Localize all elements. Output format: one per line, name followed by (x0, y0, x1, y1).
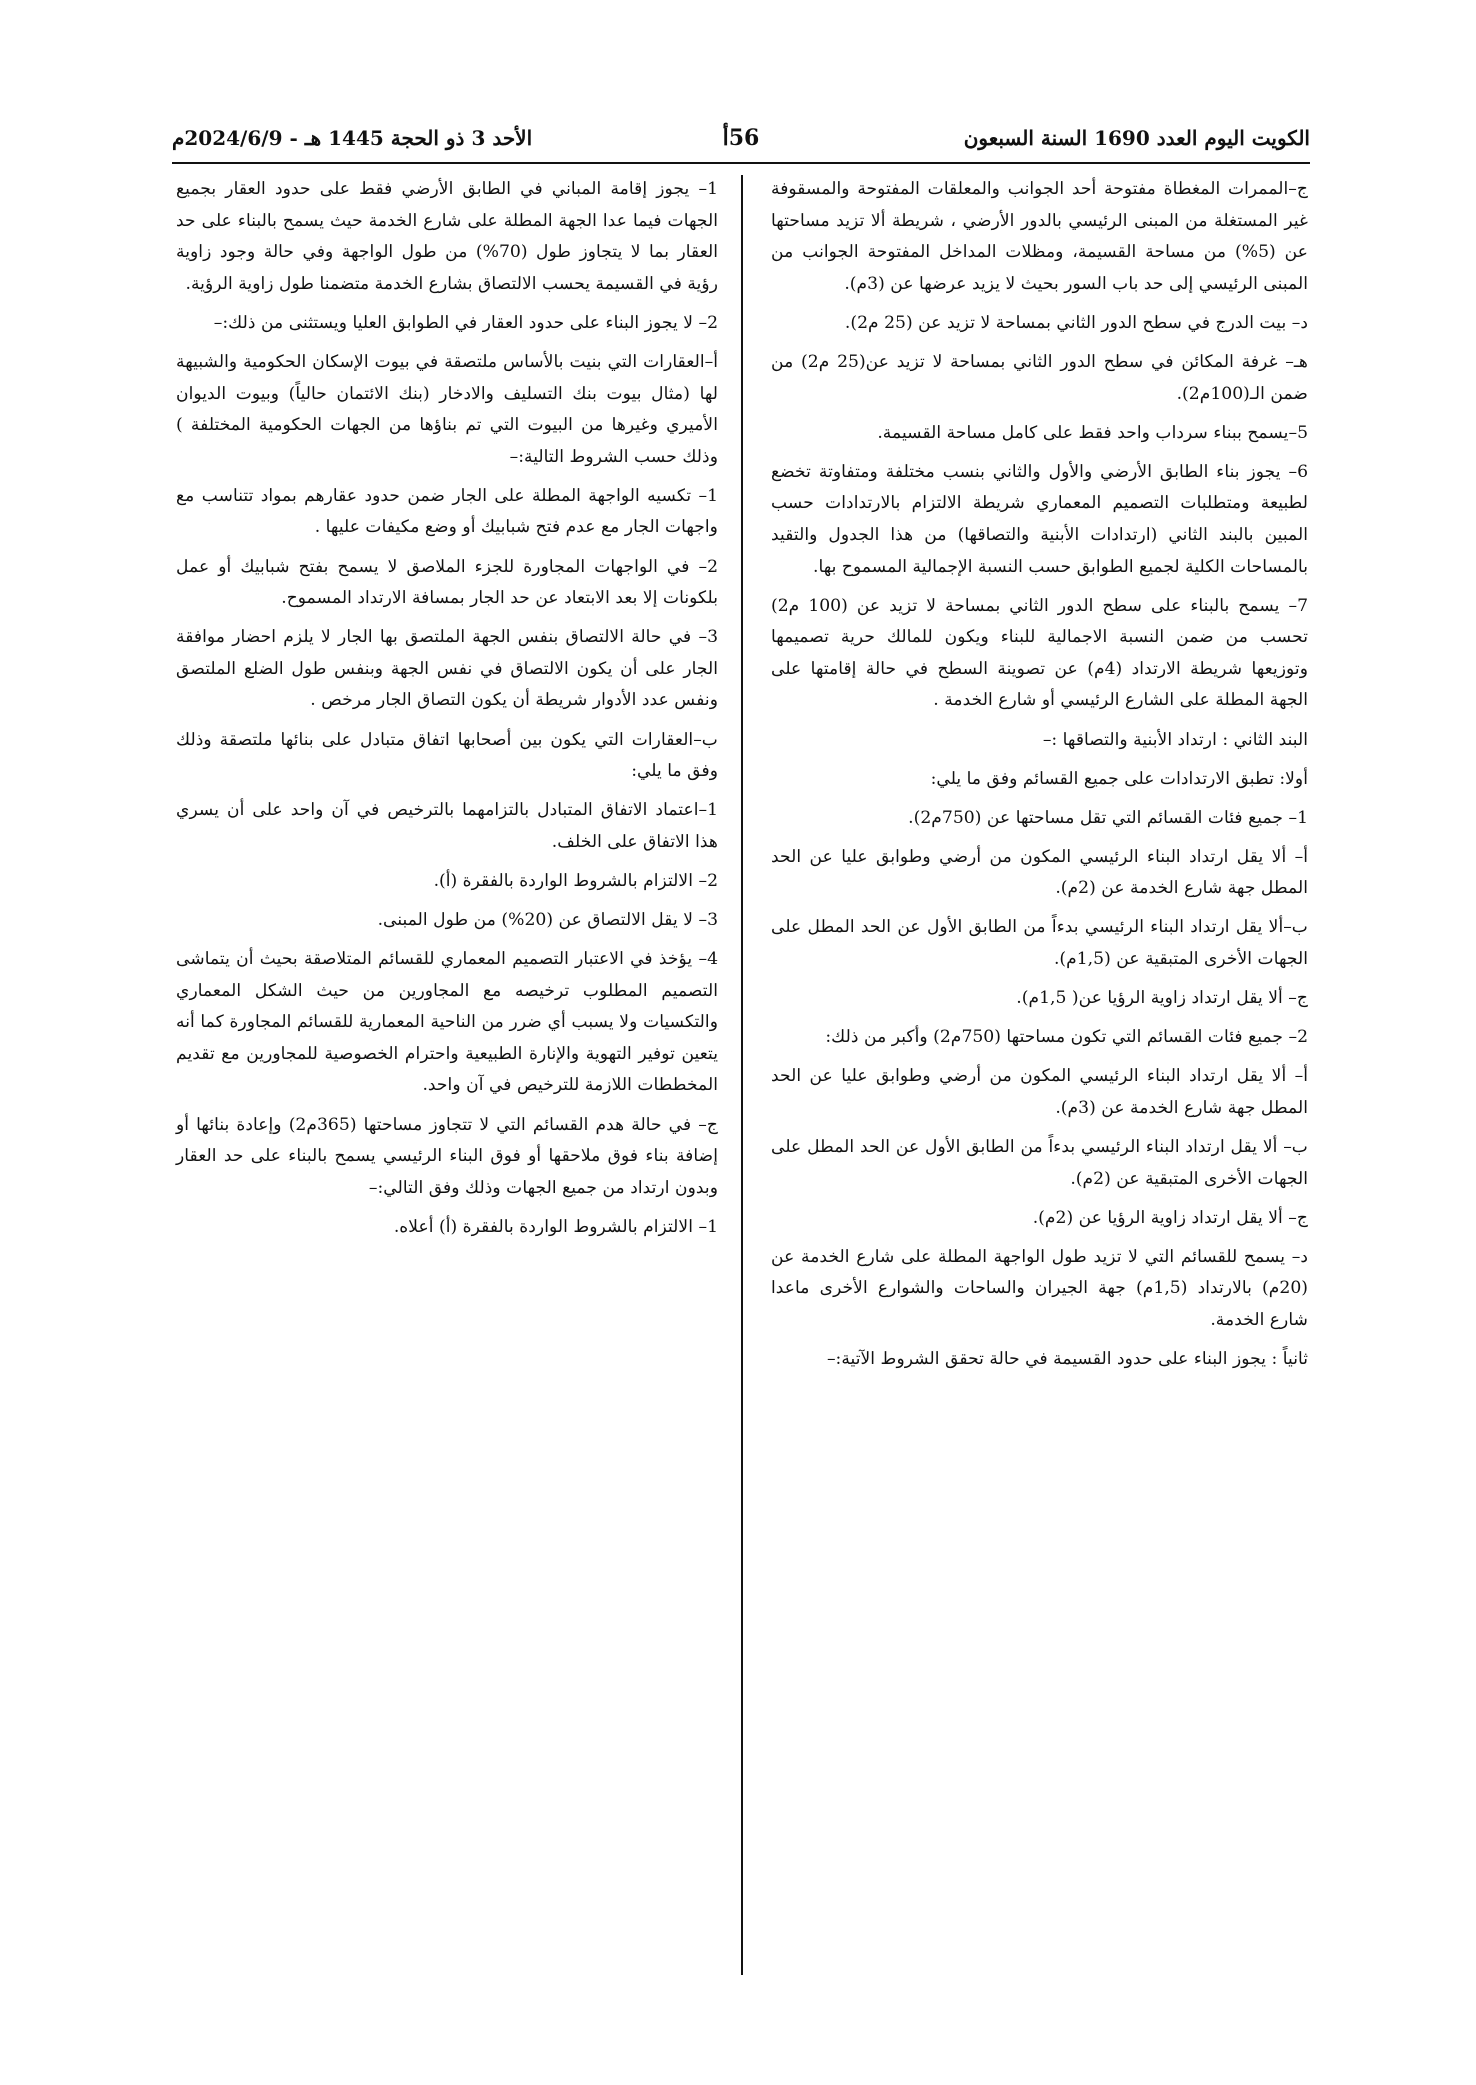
paragraph: 1– جميع فئات القسائم التي تقل مساحتها عن (750م2). (908, 807, 1308, 828)
paragraph: 7– يسمح بالبناء على سطح الدور الثاني بمساحة لا تزيد عن (100 م2) تحسب من ضمن النسبة الاجمالية للبناء ويكون للمالك حرية تصميمها وتوزيعها شريطة الارتداد (4م) عن تصوينة السطح في حالة إقامتها على الجهة المطلة على الشارع الرئيسي أو شارع الخدمة . (771, 595, 1308, 711)
paragraph: ج– ألا يقل ارتداد زاوية الرؤيا عن (2م). (1032, 1207, 1308, 1228)
paragraph: 1–اعتماد الاتفاق المتبادل بالتزامهما بالترخيص في آن واحد على أن يسري هذا الاتفاق على الخلف. (176, 800, 718, 852)
paragraph: ج–الممرات المغطاة مفتوحة أحد الجوانب والمعلقات المفتوحة والمسقوفة غير المستغلة من المبنى الرئيسي بالدور الأرضي ، شريطة ألا تزيد مساحتها عن (5%) من مساحة القسيمة، ومظلات المداخل المفتوحة الجوانب من المبنى الرئيسي إلى حد باب السور بحيث لا يزيد عرضها عن (3م). (771, 179, 1308, 294)
paragraph: 1– الالتزام بالشروط الواردة بالفقرة (أ) أعلاه. (393, 1216, 718, 1237)
header-rule (172, 162, 1310, 164)
paragraph: ج– ألا يقل ارتداد زاوية الرؤيا عن( 1,5م). (1016, 988, 1308, 1009)
paragraph: د– بيت الدرج في سطح الدور الثاني بمساحة لا تزيد عن (25 م2). (844, 312, 1308, 333)
paragraph: ج– في حالة هدم القسائم التي لا تتجاوز مساحتها (365م2) وإعادة بنائها أو إضافة بناء فوق ملاحقها أو فوق البناء الرئيسي يسمح بالبناء على حد العقار وبدون ارتداد من جميع الجهات وذلك وفق التالي:– (176, 1114, 718, 1198)
paragraph: 3– لا يقل الالتصاق عن (20%) من طول المبنى. (377, 909, 718, 930)
paragraph: هـ– غرفة المكائن في سطح الدور الثاني بمساحة لا تزيد عن(25 م2) من ضمن الـ(100م2). (771, 351, 1308, 404)
paragraph: 2– لا يجوز البناء على حدود العقار في الطوابق العليا ويستثنى من ذلك:– (213, 312, 718, 333)
paragraph: 3– في حالة الالتصاق بنفس الجهة الملتصق بها الجار لا يلزم احضار موافقة الجار على أن يكون الالتصاق في نفس الجهة وبنفس طول الضلع الملتصق ونفس عدد الأدوار شريطة أن يكون التصاق الجار مرخص . (176, 627, 718, 711)
paragraph: ب– ألا يقل ارتداد البناء الرئيسي بدءاً من الطابق الأول عن الحد المطل على الجهات الأخرى المتبقية عن (2م). (771, 1137, 1308, 1189)
right-column (771, 174, 1308, 1376)
paragraph: 2– في الواجهات المجاورة للجزء الملاصق لا يسمح بفتح شبابيك أو عمل بلكونات إلا بعد الابتعاد عن حد الجار بمسافة الارتداد المسموح. (176, 556, 718, 609)
paragraph: 2– الالتزام بالشروط الواردة بالفقرة (أ). (433, 870, 718, 891)
paragraph: ب–ألا يقل ارتداد البناء الرئيسي بدءاً من الطابق الأول عن الحد المطل على الجهات الأخرى المتبقية عن (1,5م). (771, 917, 1308, 970)
header-date: الأحد 3 ذو الحجة 1445 هـ - 2024/6/9م (172, 126, 533, 150)
paragraph: أ–العقارات التي بنيت بالأساس ملتصقة في بيوت الإسكان الحكومية والشبيهة لها (مثال بيوت بنك التسليف والادخار (بنك الائتمان حالياً) وبيوت الديوان الأميري وغيرها من البيوت التي تم بناؤها من الجهات الحكومية المختلفة ) وذلك حسب الشروط التالية:– (176, 351, 718, 467)
paragraph: 4– يؤخذ في الاعتبار التصميم المعماري للقسائم المتلاصقة بحيث أن يتماشى التصميم المطلوب ترخيصه مع المجاورين من حيث الشكل المعماري والتكسيات ولا يسبب أي ضرر من الناحية المعمارية للقسائم المجاورة كما أنه يتعين توفير التهوية والإنارة الطبيعية واحترام الخصوصية للمجاورين مع تقديم المخططات اللازمة للترخيص في آن واحد. (176, 949, 718, 1096)
header-issue-info: الكويت اليوم العدد 1690 السنة السبعون (963, 126, 1310, 150)
paragraph: أ– ألا يقل ارتداد البناء الرئيسي المكون من أرضي وطوابق عليا عن الحد المطل جهة شارع الخدمة عن (3م). (771, 1066, 1308, 1118)
paragraph: د– يسمح للقسائم التي لا تزيد طول الواجهة المطلة على شارع الخدمة عن (20م) بالارتداد (1,5م) جهة الجيران والساحات والشوارع الأخرى ماعدا شارع الخدمة. (771, 1246, 1308, 1330)
page-header (172, 118, 1310, 158)
paragraph: أ– ألا يقل ارتداد البناء الرئيسي المكون من أرضي وطوابق عليا عن الحد المطل جهة شارع الخدمة عن (2م). (771, 846, 1308, 899)
section-heading: البند الثاني : ارتداد الأبنية والتصاقها :– (1042, 729, 1308, 750)
column-divider (741, 175, 743, 1975)
paragraph: 6– يجوز بناء الطابق الأرضي والأول والثاني بنسب مختلفة ومتفاوتة تخضع لطبيعة ومتطلبات التصميم المعماري شريطة الالتزام بالارتدادات حسب المبين بالبند الثاني (ارتدادات الأبنية والتصاقها) من هذا الجدول والتقيد بالمساحات الكلية لجميع الطوابق حسب النسبة الإجمالية المسموح بها. (771, 461, 1308, 577)
paragraph: ب–العقارات التي يكون بين أصحابها اتفاق متبادل على بنائها ملتصقة وذلك وفق ما يلي: (176, 729, 718, 782)
paragraph: ثانياً : يجوز البناء على حدود القسيمة في حالة تحقق الشروط الآتية:– (826, 1349, 1308, 1370)
page-number: 56أ (722, 125, 760, 151)
paragraph: 5–يسمح ببناء سرداب واحد فقط على كامل مساحة القسيمة. (877, 422, 1308, 443)
paragraph: 1– تكسيه الواجهة المطلة على الجار ضمن حدود عقارهم بمواد تتناسب مع واجهات الجار مع عدم فتح شبابيك أو وضع مكيفات عليها . (176, 485, 718, 538)
paragraph: 1– يجوز إقامة المباني في الطابق الأرضي فقط على حدود العقار بجميع الجهات فيما عدا الجهة المطلة على شارع الخدمة حيث يسمح بالبناء على حد العقار بما لا يتجاوز طول (70%) من طول الواجهة وفي حالة وجود زاوية رؤية في القسيمة يحسب الالتصاق بشارع الخدمة متضمنا طول زاوية الرؤية. (176, 179, 718, 294)
paragraph: أولا: تطبق الارتدادات على جميع القسائم وفق ما يلي: (930, 768, 1308, 789)
paragraph: 2– جميع فئات القسائم التي تكون مساحتها (750م2) وأكبر من ذلك: (825, 1027, 1308, 1048)
left-column (176, 174, 718, 1243)
